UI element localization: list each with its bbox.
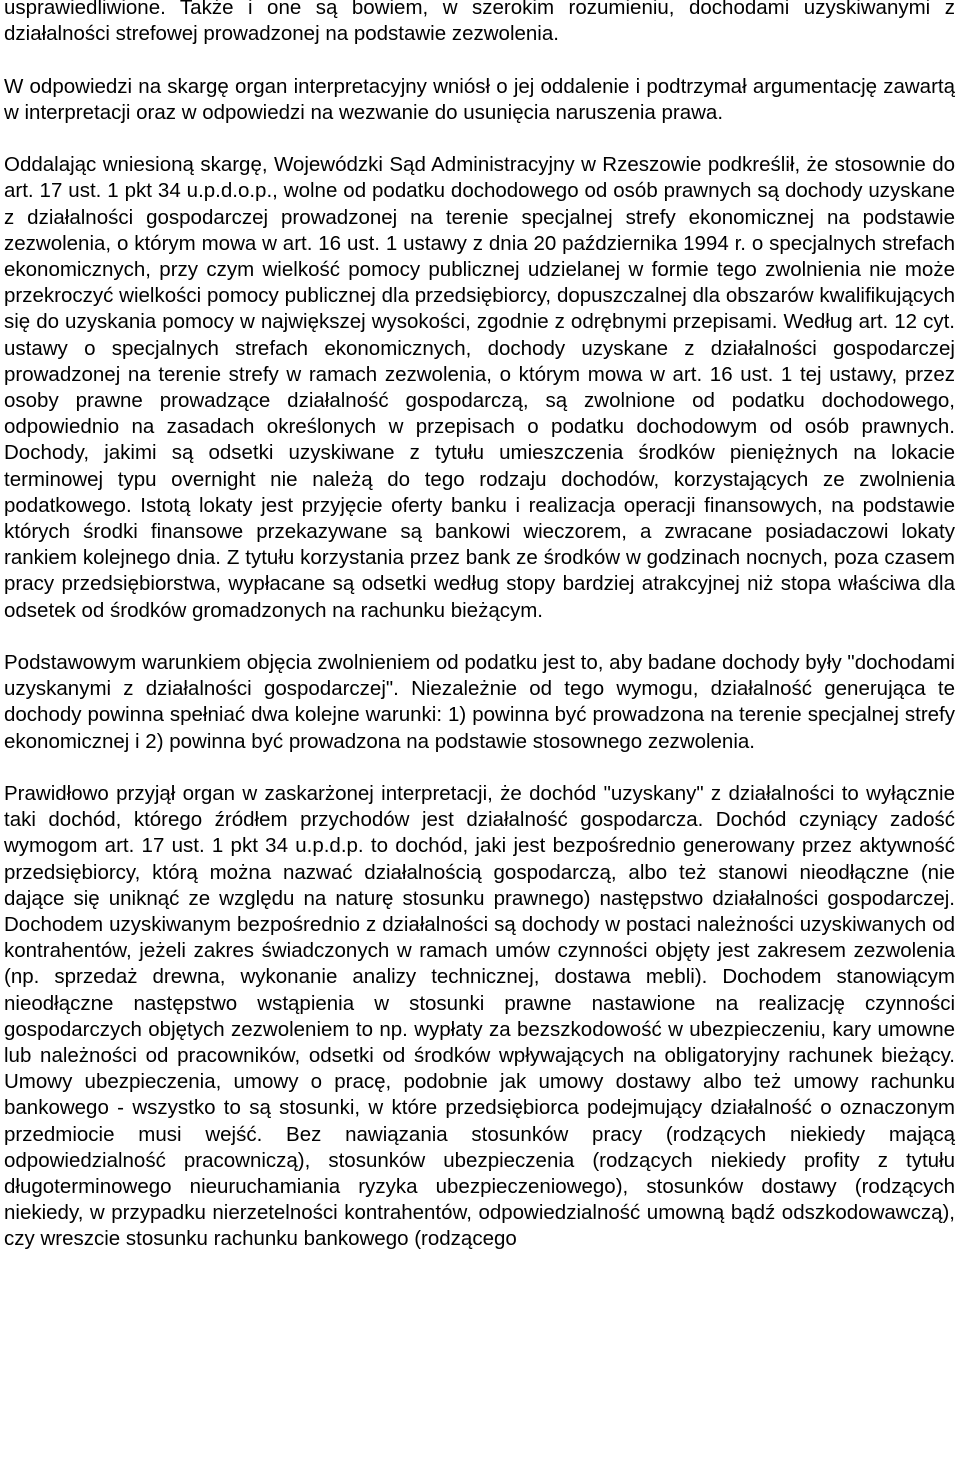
document-page (4, 0, 955, 1253)
paragraph: usprawiedliwione. Także i one są bowiem, w szerokim rozumieniu, dochodami uzyskiwanymi z działalności strefowej prowadzonej na podstawie zezwolenia. (4, 0, 955, 46)
paragraph: Oddalając wniesioną skargę, Wojewódzki Sąd Administracyjny w Rzeszowie podkreślił, że stosownie do art. 17 ust. 1 pkt 34 u.p.d.o.p., wolne od podatku dochodowego od osób prawnych są dochody uzyskane z działalności gospodarczej prowadzonej na terenie specjalnej strefy ekonomicznej na podstawie zezwolenia, o którym mowa w art. 16 ust. 1 ustawy z dnia 20 października 1994 r. o specjalnych strefach ekonomicznych, przy czym wielkość pomocy publicznej udzielanej w formie tego zwolnienia nie może przekroczyć wielkości pomocy publicznej dla przedsiębiorcy, dopuszczalnej dla obszarów kwalifikujących się do uzyskania pomocy w największej wysokości, zgodnie z odrębnymi przepisami. Według art. 12 cyt. ustawy o specjalnych strefach ekonomicznych, dochody uzyskane z działalności gospodarczej prowadzonej na terenie strefy w ramach zezwolenia, o którym mowa w art. 16 ust. 1 tej ustawy, przez osoby prawne prowadzące działalność gospodarczą, są zwolnione od podatku dochodowego, odpowiednio na zasadach określonych w przepisach o podatku dochodowym od osób prawnych. Dochody, jakimi są odsetki uzyskiwane z tytułu umieszczenia środków pieniężnych na lokacie terminowej typu overnight nie należą do tego rodzaju dochodów, korzystających ze zwolnienia podatkowego. Istotą lokaty jest przyjęcie oferty banku i realizacja operacji finansowych, na podstawie których środki finansowe przekazywane są bankowi wieczorem, a zwracane posiadaczowi lokaty rankiem kolejnego dnia. Z tytułu korzystania przez bank ze środków w godzinach nocnych, poza czasem pracy przedsiębiorstwa, wypłacane są odsetki według stopy bardziej atrakcyjnej niż stopa właściwa dla odsetek od środków gromadzonych na rachunku bieżącym. (4, 153, 955, 622)
paragraph: W odpowiedzi na skargę organ interpretacyjny wniósł o jej oddalenie i podtrzymał argumentację zawartą w interpretacji oraz w odpowiedzi na wezwanie do usunięcia naruszenia prawa. (4, 74, 955, 124)
paragraph: Podstawowym warunkiem objęcia zwolnieniem od podatku jest to, aby badane dochody były "dochodami uzyskanymi z działalności gospodarczej". Niezależnie od tego wymogu, działalność generująca te dochody powinna spełniać dwa kolejne warunki: 1) powinna być prowadzona na terenie specjalnej strefy ekonomicznej i 2) powinna być prowadzona na podstawie stosownego zezwolenia. (4, 651, 955, 753)
paragraph: Prawidłowo przyjął organ w zaskarżonej interpretacji, że dochód "uzyskany" z działalności to wyłącznie taki dochód, którego źródłem przychodów jest działalność gospodarcza. Dochód czyniący zadość wymogom art. 17 ust. 1 pkt 34 u.p.d.p. to dochód, jaki jest bezpośrednio generowany przez aktywność przedsiębiorcy, którą można nazwać działalnością gospodarczą, albo też stanowi nieodłączne (nie dające się uniknąć ze względu na naturę stosunku prawnego) następstwo działalności gospodarczej. Dochodem uzyskiwanym bezpośrednio z działalności są dochody w postaci należności uzyskiwanych od kontrahentów, jeżeli zakres świadczonych w ramach umów czynności objęty jest zakresem zezwolenia (np. sprzedaż drewna, wykonanie analizy technicznej, dostawa mebli). Dochodem stanowiącym nieodłączne następstwo wstąpienia w stosunki prawne nastawione na realizację czynności gospodarczych objętych zezwoleniem to np. wypłaty za bezszkodowość w ubezpieczeniu, kary umowne lub należności od pracowników, odsetki od środków wpływających na obligatoryjny rachunek bieżący. Umowy ubezpieczenia, umowy o pracę, podobnie jak umowy dostawy albo też umowy rachunku bankowego - wszystko to są stosunki, w które przedsiębiorca podejmujący działalność o oznaczonym przedmiocie musi wejść. Bez nawiązania stosunków pracy (rodzących niekiedy mającą odpowiedzialność pracowniczą), stosunków ubezpieczenia (rodzących niekiedy profity z tytułu długoterminowego nieuruchamiania ryzyka ubezpieczeniowego), stosunków dostawy (rodzących niekiedy, w przypadku nierzetelności kontrahentów, odpowiedzialność umowną bądź odszkodowawczą), czy wreszcie stosunku rachunku bankowego (rodzącego (4, 782, 955, 1251)
